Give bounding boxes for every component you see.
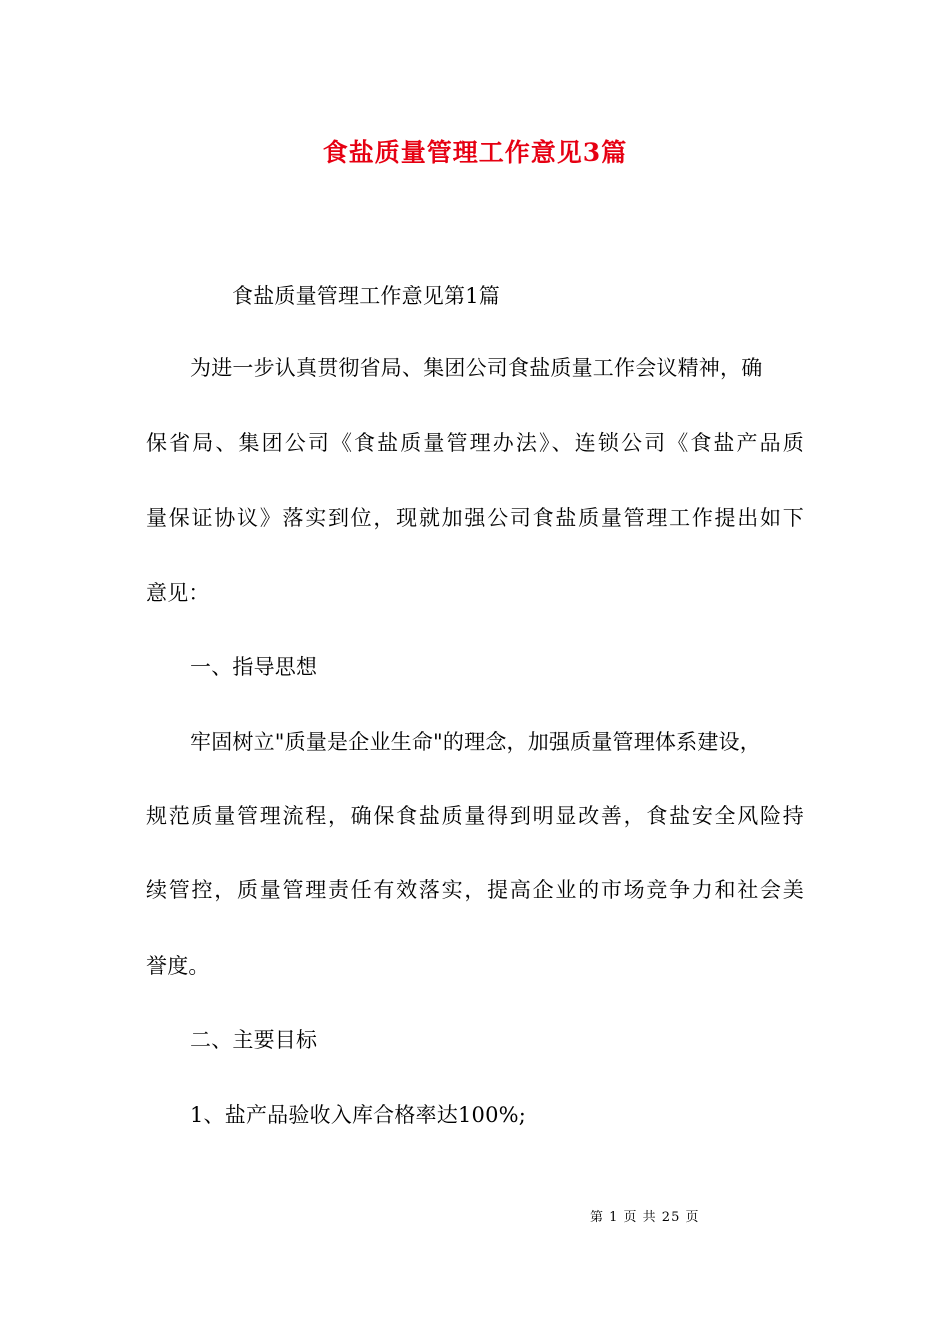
paragraph1-line1: 为进一步认真贯彻省局、集团公司食盐质量工作会议精神，确 [190,356,763,380]
list-item-1: 1、盐产品验收入库合格率达100%; [190,1103,527,1127]
section2-heading: 二、主要目标 [190,1028,318,1052]
paragraph1-line4: 意见： [146,581,210,605]
paragraph2-line4: 誉度。 [146,954,210,978]
section1-heading: 一、指导思想 [190,655,318,679]
subtitle: 食盐质量管理工作意见第1篇 [232,284,500,308]
paragraph1-line2: 保省局、集团公司《食盐质量管理办法》、连锁公司《食盐产品质 [146,431,804,455]
paragraph2-line3: 续管控，质量管理责任有效落实，提高企业的市场竞争力和社会美 [146,878,804,902]
paragraph2-line2: 规范质量管理流程，确保食盐质量得到明显改善，食盐安全风险持 [146,804,804,828]
page-footer: 第 1 页 共 25 页 [590,1210,700,1225]
paragraph2-line1: 牢固树立"质量是企业生命"的理念，加强质量管理体系建设， [190,730,761,754]
paragraph1-line3: 量保证协议》落实到位，现就加强公司食盐质量管理工作提出如下 [146,506,804,530]
document-title: 食盐质量管理工作意见3篇 [322,138,628,167]
